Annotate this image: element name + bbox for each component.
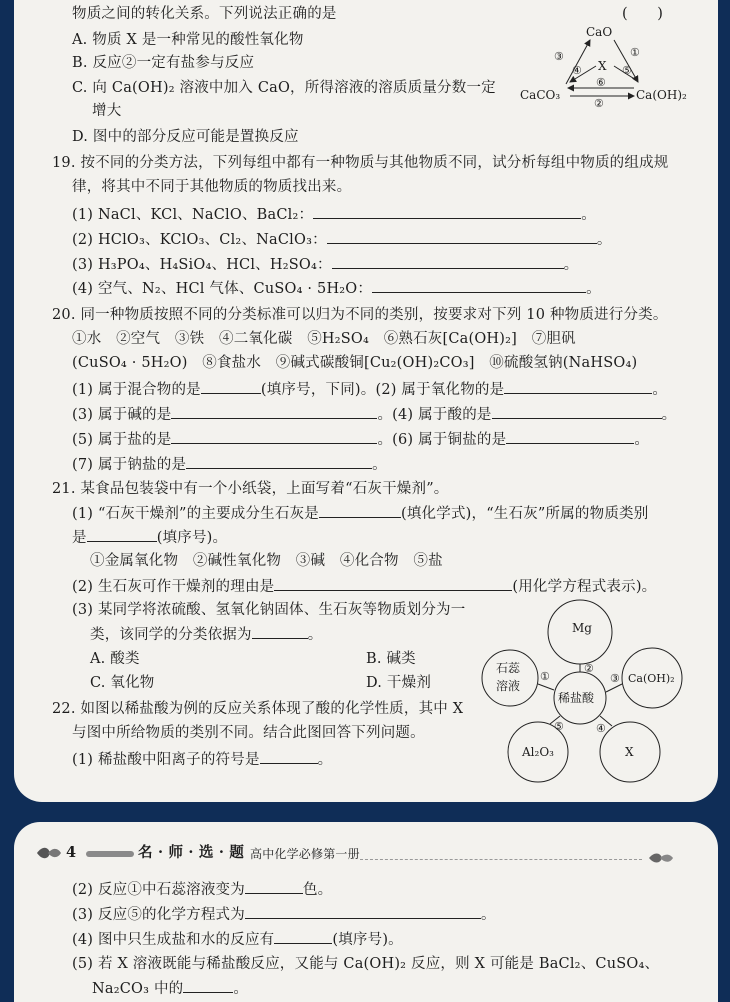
answer-blank[interactable]: [245, 904, 481, 919]
q18-mark-1: ①: [630, 46, 640, 59]
answer-blank[interactable]: [201, 379, 261, 394]
series-title: 名 · 师 · 选 · 题: [138, 844, 245, 861]
answer-blank[interactable]: [313, 204, 581, 219]
leaf-ornament-icon: [36, 846, 62, 860]
q21-sub-2: (2) 生石灰可作干燥剂的理由是 (用化学方程式表示)。: [72, 576, 656, 597]
q18-node-right: Ca(OH)₂: [636, 88, 687, 102]
answer-blank[interactable]: [327, 229, 597, 244]
answer-blank[interactable]: [171, 429, 377, 444]
q19-item-3: (3) H₃PO₄、H₄SiO₄、HCl、H₂SO₄： 。: [72, 254, 578, 275]
q18-mark-5: ⑤: [622, 64, 632, 77]
q18-option-b: B. 反应②一定有盐参与反应: [72, 55, 255, 71]
q18-option-a: A. 物质 X 是一种常见的酸性氧化物: [72, 32, 304, 48]
page-number: 4: [66, 844, 77, 861]
q22-node-center: 稀盐酸: [558, 691, 595, 705]
q18-node-center: X: [598, 59, 607, 73]
header-rule: [360, 859, 642, 860]
book-title: 高中化学必修第一册: [250, 847, 360, 861]
q18-mark-4: ④: [572, 64, 582, 77]
q21-option-a: A. 酸类: [90, 651, 140, 667]
q22-sub-3: (3) 反应⑤的化学方程式为 。: [72, 904, 496, 925]
answer-blank[interactable]: [492, 404, 662, 419]
q18-node-top: CaO: [586, 25, 613, 39]
leaf-ornament-icon: [648, 852, 674, 864]
q18-mark-3: ③: [554, 50, 564, 63]
answer-blank[interactable]: [372, 278, 586, 293]
q21-number: 21.: [52, 481, 76, 497]
q22-sub-2: (2) 反应①中石蕊溶液变为 色。: [72, 879, 332, 900]
q22-node-left-2: 溶液: [496, 679, 521, 693]
q22-mark-5: ⑤: [554, 720, 564, 733]
q22-node-top: Mg: [572, 621, 592, 635]
answer-blank[interactable]: [252, 624, 308, 639]
q20-stem: 同一种物质按照不同的分类标准可以归为不同的类别，按要求对下列 10 种物质进行分类。: [80, 307, 668, 323]
q21-option-c: C. 氧化物: [90, 675, 155, 691]
answer-blank[interactable]: [506, 429, 634, 444]
answer-blank[interactable]: [319, 503, 401, 518]
q22-mark-2: ②: [584, 662, 594, 675]
q22-number: 22.: [52, 701, 76, 717]
q18-mark-6: ⑥: [596, 76, 606, 89]
q22-sub-5: (5) 若 X 溶液既能与稀盐酸反应，又能与 Ca(OH)₂ 反应，则 X 可能是 BaCl₂、CuSO₄、: [72, 956, 660, 972]
q20-sub-7: (7) 属于钠盐的是 。: [72, 454, 387, 475]
q19-item-1: (1) NaCl、KCl、NaClO、BaCl₂： 。: [72, 204, 596, 225]
q19-stem-1: 按不同的分类方法，下列每组中都有一种物质与其他物质不同，试分析每组中物质的组成规: [80, 155, 669, 171]
page-lower: [14, 822, 718, 1002]
q21-choices: ①金属氧化物 ②碱性氧化物 ③碱 ④化合物 ⑤盐: [90, 553, 443, 569]
q22-node-bottom-left: Al₂O₃: [522, 745, 554, 759]
q18-mark-2: ②: [594, 97, 604, 108]
q22-node-right: Ca(OH)₂: [628, 672, 675, 685]
q21-option-b: B. 碱类: [366, 651, 416, 667]
q21-stem: 某食品包装袋中有一个小纸袋，上面写着“石灰干燥剂”。: [80, 481, 449, 497]
page-upper: [14, 0, 718, 802]
answer-blank[interactable]: [504, 379, 652, 394]
q21-sub-3-cont: 类，该同学的分类依据为 。: [90, 624, 322, 645]
q19-item-2: (2) HClO₃、KClO₃、Cl₂、NaClO₃： 。: [72, 229, 612, 250]
q21-sub-1: (1) “石灰干燥剂”的主要成分生石灰是 (填化学式)，“生石灰”所属的物质类别: [72, 503, 648, 524]
q22-node-left-1: 石蕊: [496, 661, 521, 675]
q20-sub-1-2: (1) 属于混合物的是 (填序号，下同)。(2) 属于氧化物的是 。: [72, 379, 667, 400]
q22-mark-3: ③: [610, 672, 620, 685]
q20-list-2: (CuSO₄ · 5H₂O) ⑧食盐水 ⑨碱式碳酸铜[Cu₂(OH)₂CO₃] ⑩硫酸氢钠(NaHSO₄): [72, 355, 638, 371]
q18-answer-paren: ( ): [622, 6, 664, 22]
q18-option-d: D. 图中的部分反应可能是置换反应: [72, 129, 299, 145]
q20-sub-5-6: (5) 属于盐的是 。(6) 属于铜盐的是 。: [72, 429, 649, 450]
q18-option-c: C. 向 Ca(OH)₂ 溶液中加入 CaO，所得溶液的溶质质量分数一定: [72, 80, 496, 96]
answer-blank[interactable]: [87, 527, 157, 542]
q22-sub-4: (4) 图中只生成盐和水的反应有 (填序号)。: [72, 929, 403, 950]
q22-mark-1: ①: [540, 670, 550, 683]
answer-blank[interactable]: [186, 454, 372, 469]
q21-sub-3: (3) 某同学将浓硫酸、氢氧化钠固体、生石灰等物质划分为一: [72, 602, 466, 618]
q22-sub-5-cont: Na₂CO₃ 中的 。: [92, 978, 248, 999]
q22-stem-2: 与图中所给物质的类别不同。结合此图回答下列问题。: [72, 725, 425, 741]
q22-mark-4: ④: [596, 722, 606, 735]
q20-sub-3-4: (3) 属于碱的是 。(4) 属于酸的是 。: [72, 404, 676, 425]
q18-node-left: CaCO₃: [520, 88, 561, 102]
q18-conversion-diagram: [514, 16, 704, 108]
q21-sub-1-cont: 是 (填序号)。: [72, 527, 227, 548]
q19-item-4: (4) 空气、N₂、HCl 气体、CuSO₄ · 5H₂O： 。: [72, 278, 601, 299]
answer-blank[interactable]: [245, 879, 303, 894]
answer-blank[interactable]: [171, 404, 377, 419]
q20-list-1: ①水 ②空气 ③铁 ④二氧化碳 ⑤H₂SO₄ ⑥熟石灰[Ca(OH)₂] ⑦胆矾: [72, 331, 576, 347]
answer-blank[interactable]: [260, 749, 318, 764]
q21-option-d: D. 干燥剂: [366, 675, 432, 691]
q22-sub-1: (1) 稀盐酸中阳离子的符号是 。: [72, 749, 332, 770]
header-bar: [86, 851, 134, 857]
answer-blank[interactable]: [274, 929, 332, 944]
q22-acid-diagram: [476, 592, 702, 792]
q19-number: 19.: [52, 155, 76, 171]
q20-number: 20.: [52, 307, 76, 323]
q18-option-c-cont: 增大: [92, 103, 122, 119]
q18-stem-tail: 物质之间的转化关系。下列说法正确的是: [72, 6, 337, 22]
q22-node-bottom-right: X: [625, 745, 634, 759]
answer-blank[interactable]: [332, 254, 564, 269]
q22-stem-1: 如图以稀盐酸为例的反应关系体现了酸的化学性质，其中 X: [80, 701, 464, 717]
answer-blank[interactable]: [183, 978, 233, 993]
q19-stem-2: 律，将其中不同于其他物质的物质找出来。: [72, 179, 352, 195]
answer-blank[interactable]: [274, 576, 512, 591]
